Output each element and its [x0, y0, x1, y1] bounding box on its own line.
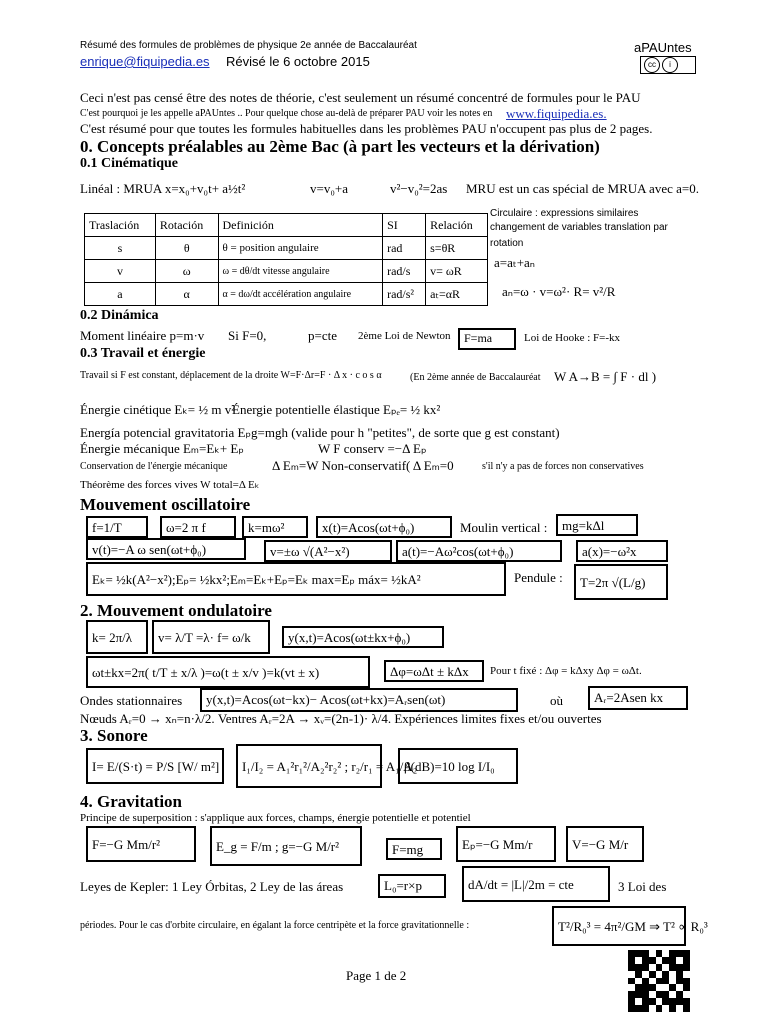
gravitational-energy: Energía potencial gravitatoria Eₚg=mgh (valide pour h "petites", de sorte que g est constant)	[80, 425, 560, 440]
superposition-principle: Principe de superposition : s'applique aux forces, champs, énergie potentielle et potentiel	[80, 812, 471, 824]
table-row	[85, 260, 488, 283]
resultant-amplitude-box: Aᵣ=2Asen kx	[588, 686, 688, 710]
translation-rotation-table	[84, 213, 488, 306]
table-cell: rad/s²	[383, 283, 426, 306]
linear-momentum: Moment linéaire p=m·v	[80, 328, 205, 343]
wave-number-box: k= 2π/λ	[86, 620, 148, 654]
table-cell: aₜ=αR	[426, 283, 488, 306]
table-header: Rotación	[155, 214, 218, 237]
angular-frequency-box: ω=2 π f	[160, 516, 236, 538]
subsection-cinematique: 0.1 Cinématique	[80, 156, 178, 171]
section-sound-title: 3. Sonore	[80, 726, 148, 745]
cc-by-icon: cc i	[640, 56, 696, 74]
intro-line1: Ceci n'est pas censé être des notes de théorie, c'est seulement un résumé concentré de formules pour le PAU	[80, 90, 641, 105]
work-note: (En 2ème année de Baccalauréat	[410, 372, 541, 383]
table-cell: ω	[155, 260, 218, 283]
delta-em: Δ Eₘ=W Non-conservatif	[272, 458, 407, 473]
section-0-title: 0. Concepts préalables au 2ème Bac (à part les vecteurs et la dérivation)	[80, 137, 600, 156]
areal-velocity-box: dA/dt = |L|/2m = cte	[462, 866, 610, 902]
work-integral: W A→B = ∫ F · dl )	[554, 369, 657, 384]
circular-note-2: changement de variables translation par	[490, 222, 668, 233]
section-gravitation-title: 4. Gravitation	[80, 792, 182, 811]
weight-box: F=mg	[386, 838, 442, 860]
velocity-formula: v=v₀+a	[310, 181, 348, 196]
mechanical-energy: Énergie mécanique Eₘ=Eₖ+ Eₚ	[80, 441, 244, 456]
header-title: Résumé des formules de problèmes de physique 2e année de Baccalauréat	[80, 40, 417, 51]
qr-code-icon	[628, 950, 690, 1012]
table-cell: α	[155, 283, 218, 306]
table-cell: a	[85, 283, 156, 306]
decibel-box: β(dB)=10 log I/I₀	[398, 748, 518, 784]
fiquipedia-link[interactable]: www.fiquipedia.es.	[506, 106, 607, 121]
potential-box: V=−G M/r	[566, 826, 644, 862]
vertical-spring-box: mg=kΔl	[556, 514, 638, 536]
hooke-law: Loi de Hooke : F=-kx	[524, 332, 621, 344]
angular-momentum-box: L₀=r×p	[378, 874, 446, 898]
table-header: Traslación	[85, 214, 156, 237]
velocity-position-box: v=±ω √(A²−x²)	[264, 540, 392, 562]
table-cell: rad	[383, 237, 426, 260]
f-zero-condition: Si F=0,	[228, 328, 267, 343]
table-header-row	[85, 214, 488, 237]
table-cell: v	[85, 260, 156, 283]
period-radius-box: T²/R₀³ = 4π²/GM ⇒ T² ∝ R₀³	[552, 906, 686, 946]
frequency-box: f=1/T	[86, 516, 148, 538]
where-label: où	[550, 693, 563, 708]
elastic-energy: Énergie potentielle élastique Eₚₑ= ½ kx²	[232, 402, 441, 417]
table-cell: v= ωR	[426, 260, 488, 283]
kepler-third-law: 3 Loi des	[618, 879, 667, 894]
phase-difference-box: Δφ=ωΔt ± kΔx	[384, 660, 484, 682]
table-header: SI	[383, 214, 426, 237]
acceleration-components: a=aₜ+aₙ	[494, 255, 535, 270]
section-waves-title: 2. Mouvement ondulatoire	[80, 601, 272, 620]
centripetal-formula: aₙ=ω · v=ω²· R= v²/R	[502, 284, 616, 299]
circular-orbit-note: périodes. Pour le cas d'orbite circulaire, en égalant la force centripète et la force gravitationnelle :	[80, 920, 470, 931]
table-row	[85, 237, 488, 260]
intro-line3: C'est résumé pour que toutes les formules habituelles dans les problèmes PAU n'occupent pas plus de 2 pages.	[80, 121, 653, 136]
circular-note-3: rotation	[490, 238, 524, 249]
brand-name: aPAUntes	[634, 40, 692, 55]
kepler-laws: Leyes de Kepler: 1 Ley Órbitas, 2 Ley de las áreas	[80, 879, 344, 894]
table-cell: θ = position angulaire	[218, 237, 383, 260]
spring-constant-box: k=mω²	[242, 516, 308, 538]
pendule-label: Pendule :	[514, 570, 563, 585]
moulin-label: Moulin vertical :	[460, 520, 548, 535]
kinetic-energy: Énergie cinétique Eₖ= ½ m v²	[80, 402, 236, 417]
email-link[interactable]: enrique@fiquipedia.es	[80, 54, 210, 69]
standing-wave-box: y(x,t)=Acos(ωt−kx)− Acos(ωt+kx)=Aᵣsen(ωt)	[200, 688, 518, 712]
page-number: Page 1 de 2	[346, 968, 407, 983]
conservative-work: W F conserv =−Δ Eₚ	[318, 441, 427, 456]
revised-date: Révisé le 6 octobre 2015	[226, 54, 370, 69]
no-conservative-note: s'il n'y a pas de forces non conservatives	[482, 461, 644, 472]
phase-box: ωt±kx=2π( t/T ± x/λ )=ω(t ± x/v )=k(vt ± x)	[86, 656, 370, 688]
intro-line2: C'est pourquoi je les appelle aPAUntes .. Pour quelque chose au-delà de préparer PAU voir les notes en	[80, 108, 493, 119]
acceleration-time-box: a(t)=−Aω²cos(ωt+ϕ₀)	[396, 540, 562, 562]
mrua-formula: Linéal : MRUA x=x₀+v₀t+ a½t²	[80, 181, 246, 196]
work-energy-theorem: Théorème des forces vives W total=Δ Eₖ	[80, 479, 260, 491]
energy-conservation: Conservation de l'énergie mécanique	[80, 461, 228, 472]
intensity-ratio-box: I₁/I₂ = A₁²r₁²/A₂²r₂² ; r₂/r₁ = A₁/A₂	[236, 744, 382, 788]
intensity-box: I= E/(S·t) = P/S [W/ m²]	[86, 748, 224, 784]
table-header: Relación	[426, 214, 488, 237]
table-cell: s	[85, 237, 156, 260]
section-oscillatory-title: Mouvement oscillatoire	[80, 495, 251, 514]
momentum-constant: p=cte	[308, 328, 337, 343]
standing-waves-label: Ondes stationnaires	[80, 693, 183, 708]
subsection-travail: 0.3 Travail et énergie	[80, 346, 206, 361]
delta-em-zero: ( Δ Eₘ=0	[406, 458, 454, 473]
oscillator-energy-box: Eₖ= ½k(A²−x²);Eₚ= ½kx²;Eₘ=Eₖ+Eₚ=Eₖ max=Eₚ máx= ½kA²	[86, 562, 506, 596]
table-cell: s=θR	[426, 237, 488, 260]
table-cell: θ	[155, 237, 218, 260]
subsection-dinamica: 0.2 Dinámica	[80, 308, 159, 323]
gravitational-force-box: F=−G Mm/r²	[86, 826, 196, 862]
v2-formula: v²−v₀²=2as	[390, 181, 448, 196]
work-formula: Travail si F est constant, déplacement de la droite W=F·Δr=F · Δ x · c o s α	[80, 370, 382, 381]
velocity-time-box: v(t)=−A ω sen(ωt+ϕ₀)	[86, 538, 246, 560]
table-header: Definición	[218, 214, 383, 237]
nodes-antinodes: Nœuds Aᵣ=0 → xₙ=n·λ/2. Ventres Aᵣ=2A → xᵥ=(2n-1)· λ/4. Expériences limites fixes et/ou ouvertes	[80, 711, 602, 726]
table-row	[85, 283, 488, 306]
table-cell: rad/s	[383, 260, 426, 283]
newton-second-law: 2ème Loi de Newton	[358, 330, 451, 342]
mru-note: MRU est un cas spécial de MRUA avec a=0.	[466, 181, 699, 196]
potential-energy-box: Eₚ=−G Mm/r	[456, 826, 556, 862]
acceleration-position-box: a(x)=−ω²x	[576, 540, 668, 562]
wave-equation-box: y(x,t)=Acos(ωt±kx+ϕ₀)	[282, 626, 444, 648]
table-cell: α = dω/dt accélération angulaire	[218, 283, 383, 306]
circular-note-1: Circulaire : expressions similaires	[490, 208, 639, 219]
fixed-time-note: Pour t fixé : Δφ = kΔxy Δφ = ωΔt.	[490, 665, 642, 677]
gravitational-field-box: E_g = F/m ; g=−G M/r²	[210, 826, 362, 866]
wave-speed-box: v= λ/T =λ· f= ω/k	[152, 620, 270, 654]
pendulum-period-box: T=2π √(L/g)	[574, 564, 668, 600]
table-cell: ω = dθ/dt vitesse angulaire	[218, 260, 383, 283]
fma-box: F=ma	[458, 328, 516, 350]
position-box: x(t)=Acos(ωt+ϕ₀)	[316, 516, 452, 538]
